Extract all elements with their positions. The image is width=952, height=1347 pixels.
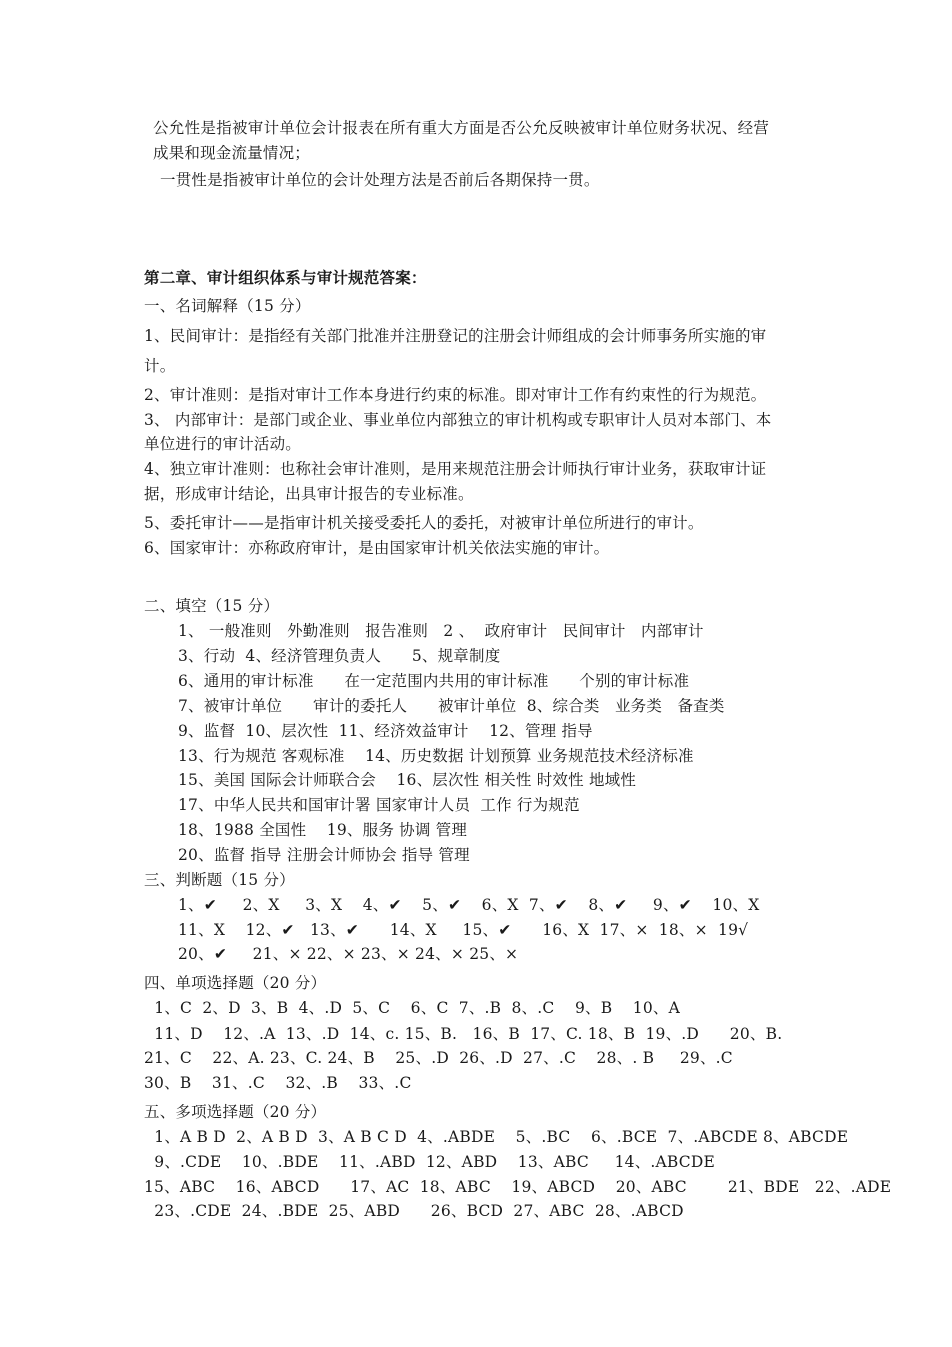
fill-answer-line: 1、 一般准则 外勤准则 报告准则 2 、 政府审计 民间审计 内部审计 (178, 622, 704, 640)
term-definition: 单位进行的审计活动。 (144, 435, 302, 453)
fill-answer-line: 17、中华人民共和国审计署 国家审计人员 工作 行为规范 (178, 796, 580, 814)
fill-answer-line: 13、行为规范 客观标准 14、历史数据 计划预算 业务规范技术经济标准 (178, 747, 694, 765)
term-definition: 4、独立审计准则：也称社会审计准则，是用来规范注册会计师执行审计业务，获取审计证 (144, 460, 767, 478)
term-definition: 3、 内部审计：是部门或企业、事业单位内部独立的审计机构或专职审计人员对本部门、本 (144, 411, 772, 429)
multi-choice-answer-line: 9、.CDE 10、.BDE 11、.ABD 12、ABD 13、ABC 14、.ABCDE (144, 1153, 716, 1171)
judgement-answer-line: 11、X 12、✔ 13、✔ 14、X 15、✔ 16、X 17、× 18、× 19√ (178, 921, 749, 939)
multi-choice-answer-line: 15、ABC 16、ABCD 17、AC 18、ABC 19、ABCD 20、ABC 21、BDE 22、.ADE (144, 1178, 892, 1196)
term-definition: 5、委托审计——是指审计机关接受委托人的委托，对被审计单位所进行的审计。 (144, 514, 704, 532)
single-choice-answer-line: 30、B 31、.C 32、.B 33、.C (144, 1074, 412, 1092)
term-definition: 6、国家审计：亦称政府审计，是由国家审计机关依法实施的审计。 (144, 539, 610, 557)
section-heading: 四、单项选择题（20 分） (144, 974, 327, 992)
term-definition: 据，形成审计结论，出具审计报告的专业标准。 (144, 485, 474, 503)
chapter-title: 第二章、审计组织体系与审计规范答案： (144, 268, 427, 287)
section-heading: 一、名词解释（15 分） (144, 297, 311, 315)
intro-line: 成果和现金流量情况； (153, 144, 311, 162)
section-heading: 五、多项选择题（20 分） (144, 1103, 327, 1121)
term-definition: 计。 (144, 357, 176, 375)
fill-answer-line: 20、监督 指导 注册会计师协会 指导 管理 (178, 846, 470, 864)
judgement-answer-line: 20、✔ 21、× 22、× 23、× 24、× 25、× (178, 945, 519, 963)
intro-line: 一贯性是指被审计单位的会计处理方法是否前后各期保持一贯。 (160, 171, 600, 189)
section-heading: 三、判断题（15 分） (144, 871, 295, 889)
single-choice-answer-line: 21、C 22、A. 23、C. 24、B 25、.D 26、.D 27、.C 28、. B 29、.C (144, 1049, 733, 1067)
judgement-answer-line: 1、✔ 2、X 3、X 4、✔ 5、✔ 6、X 7、✔ 8、✔ 9、✔ 10、X (178, 896, 760, 914)
fill-answer-line: 7、被审计单位 审计的委托人 被审计单位 8、综合类 业务类 备查类 (178, 697, 725, 715)
single-choice-answer-line: 1、C 2、D 3、B 4、.D 5、C 6、C 7、.B 8、.C 9、B 10、A (144, 999, 681, 1017)
fill-answer-line: 9、监督 10、层次性 11、经济效益审计 12、管理 指导 (178, 722, 593, 740)
intro-line: 公允性是指被审计单位会计报表在所有重大方面是否公允反映被审计单位财务状况、经营 (153, 119, 770, 137)
term-definition: 1、民间审计：是指经有关部门批准并注册登记的注册会计师组成的会计师事务所实施的审 (144, 327, 767, 345)
fill-answer-line: 3、行动 4、经济管理负责人 5、规章制度 (178, 647, 501, 665)
single-choice-answer-line: 11、D 12、.A 13、.D 14、c. 15、B. 16、B 17、C. 18、B 19、.D 20、B. (144, 1025, 783, 1043)
multi-choice-answer-line: 23、.CDE 24、.BDE 25、ABD 26、BCD 27、ABC 28、.ABCD (144, 1202, 684, 1220)
multi-choice-answer-line: 1、A B D 2、A B D 3、A B C D 4、.ABDE 5、.BC 6、.BCE 7、.ABCDE 8、ABCDE (144, 1128, 849, 1146)
fill-answer-line: 6、通用的审计标准 在一定范围内共用的审计标准 个别的审计标准 (178, 672, 690, 690)
fill-answer-line: 15、美国 国际会计师联合会 16、层次性 相关性 时效性 地域性 (178, 771, 637, 789)
fill-answer-line: 18、1988 全国性 19、服务 协调 管理 (178, 821, 468, 839)
section-heading: 二、填空（15 分） (144, 597, 280, 615)
term-definition: 2、审计准则：是指对审计工作本身进行约束的标准。即对审计工作有约束性的行为规范。 (144, 386, 767, 404)
